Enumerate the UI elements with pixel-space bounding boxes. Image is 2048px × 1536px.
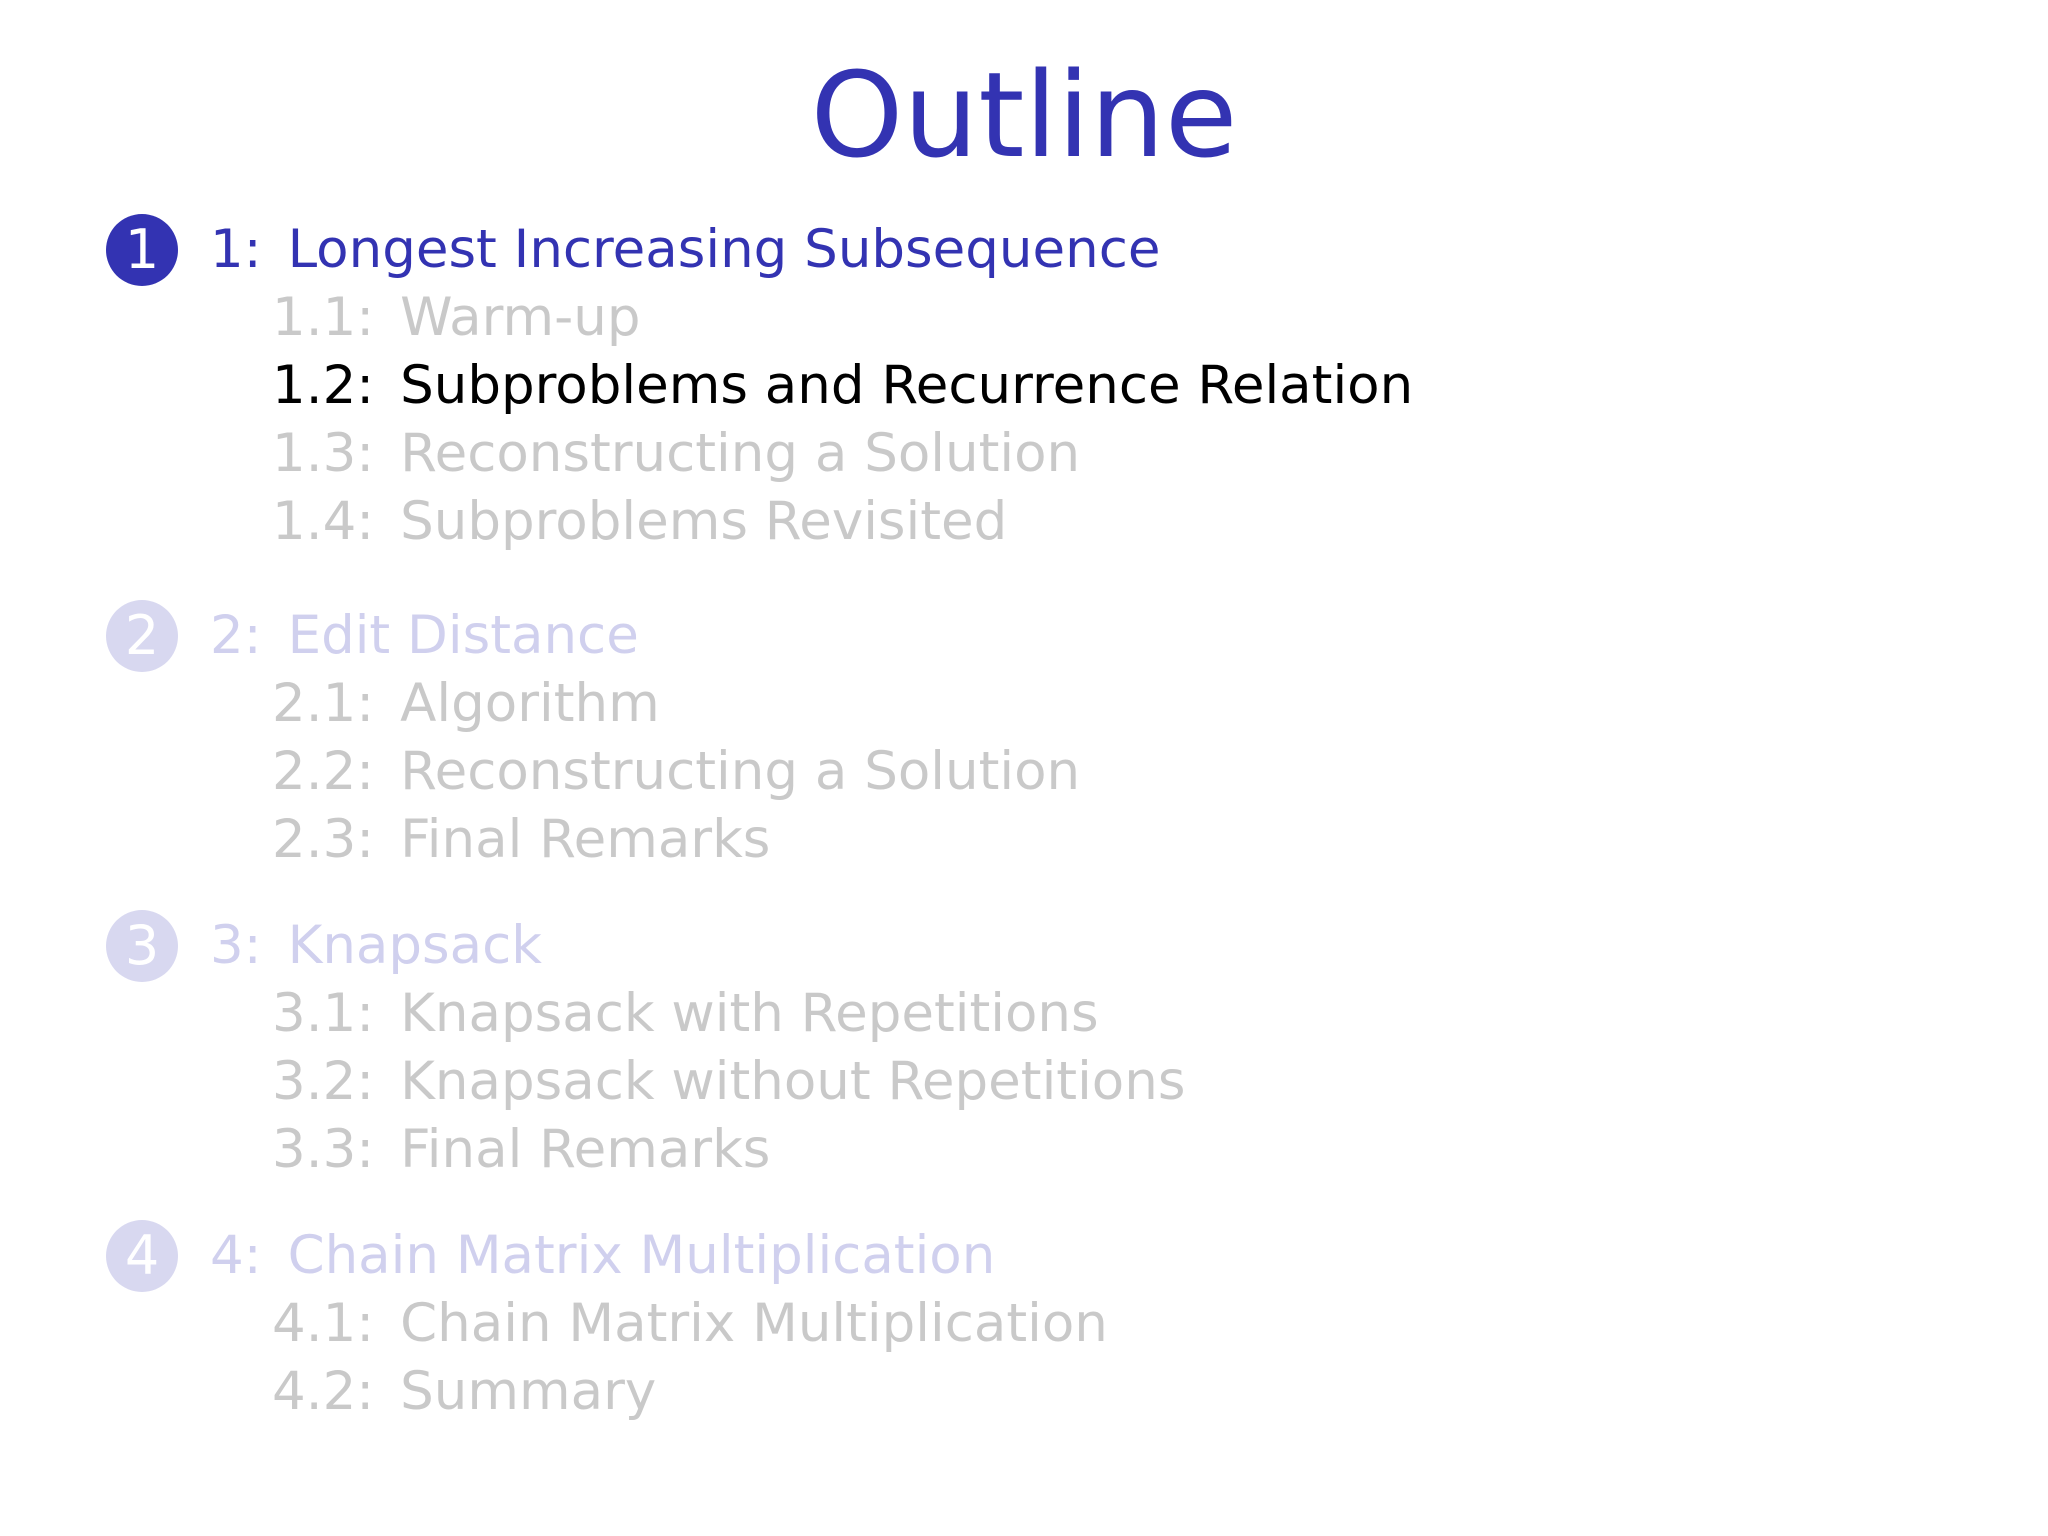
subsection-item-current[interactable] xyxy=(272,352,1706,420)
subsection-label: Reconstructing a Solution xyxy=(400,423,1081,484)
subsection-number: 2.1: xyxy=(272,673,375,734)
subsection-label: Final Remarks xyxy=(400,809,771,870)
subsection-number: 3.1: xyxy=(272,983,375,1044)
subsection-label: Reconstructing a Solution xyxy=(400,741,1081,802)
subsection-item[interactable] xyxy=(272,1358,1706,1426)
subsection-item[interactable] xyxy=(272,488,1706,556)
subsection-item[interactable] xyxy=(272,284,1706,352)
section-title[interactable] xyxy=(210,214,1160,286)
section-number: 3: xyxy=(210,915,262,976)
subsection-item[interactable] xyxy=(272,670,1706,738)
subsection-label: Summary xyxy=(400,1361,657,1422)
section-title[interactable] xyxy=(210,910,542,982)
subsection-label: Warm-up xyxy=(400,287,641,348)
section-label: Knapsack xyxy=(287,915,542,976)
section-heading[interactable] xyxy=(106,600,1706,670)
subsection-number: 1.4: xyxy=(272,491,375,552)
outline-section-1[interactable] xyxy=(106,214,1706,556)
subsection-number: 4.1: xyxy=(272,1293,375,1354)
subsection-number: 3.3: xyxy=(272,1119,375,1180)
section-number: 4: xyxy=(210,1225,262,1286)
subsection-item[interactable] xyxy=(272,980,1706,1048)
subsection-label: Knapsack with Repetitions xyxy=(400,983,1099,1044)
subsection-number: 4.2: xyxy=(272,1361,375,1422)
section-number-ball: 3 xyxy=(106,910,178,982)
subsection-number: 2.3: xyxy=(272,809,375,870)
section-label: Longest Increasing Subsequence xyxy=(287,219,1161,280)
section-title[interactable] xyxy=(210,1220,995,1292)
section-title[interactable] xyxy=(210,600,639,672)
subsection-label: Final Remarks xyxy=(400,1119,771,1180)
subsection-item[interactable] xyxy=(272,1048,1706,1116)
subsection-item[interactable] xyxy=(272,1290,1706,1358)
section-heading[interactable] xyxy=(106,1220,1706,1290)
section-number-ball: 1 xyxy=(106,214,178,286)
page-title: Outline xyxy=(810,46,1238,184)
subsection-label: Algorithm xyxy=(400,673,660,734)
subsection-label: Knapsack without Repetitions xyxy=(400,1051,1186,1112)
subsection-number: 3.2: xyxy=(272,1051,375,1112)
subsection-number: 1.2: xyxy=(272,355,375,416)
section-number-ball: 2 xyxy=(106,600,178,672)
section-number-ball: 4 xyxy=(106,1220,178,1292)
outline-section-4[interactable] xyxy=(106,1220,1706,1426)
section-number: 2: xyxy=(210,605,262,666)
subsection-number: 1.1: xyxy=(272,287,375,348)
outline-section-3[interactable] xyxy=(106,910,1706,1184)
outline-section-2[interactable] xyxy=(106,600,1706,874)
section-label: Chain Matrix Multiplication xyxy=(287,1225,996,1286)
section-heading[interactable] xyxy=(106,214,1706,284)
section-heading[interactable] xyxy=(106,910,1706,980)
subsection-label: Subproblems Revisited xyxy=(400,491,1008,552)
subsection-number: 1.3: xyxy=(272,423,375,484)
section-number: 1: xyxy=(210,219,262,280)
subsection-item[interactable] xyxy=(272,420,1706,488)
subsection-item[interactable] xyxy=(272,806,1706,874)
subsection-item[interactable] xyxy=(272,738,1706,806)
subsection-label: Subproblems and Recurrence Relation xyxy=(400,355,1414,416)
subsection-label: Chain Matrix Multiplication xyxy=(400,1293,1108,1354)
subsection-number: 2.2: xyxy=(272,741,375,802)
section-label: Edit Distance xyxy=(287,605,639,666)
subsection-item[interactable] xyxy=(272,1116,1706,1184)
